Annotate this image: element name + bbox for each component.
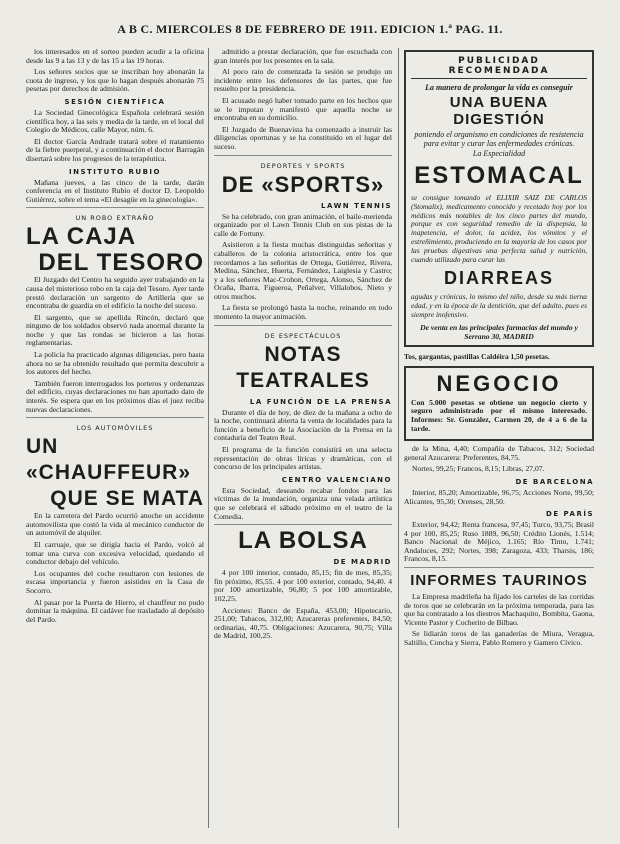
column-rule <box>398 48 399 828</box>
paragraph: Asistieron a la fiesta muchas distinguidas señoritas y caballeros de la colonia aristocrática, entre los que recordamos a las señoritas de Ortega, Gutiérrez, Rivera, Medina, Sánchez, Huerta, Fernández, Laiglesia y Castro; y a los señores Mac-Crohon, Ortega, Alonso, Sánchez de Ocaña, Ibarra, Figueroa, Peñalver, Villalobos, Nieto y otros muchos. <box>214 240 392 301</box>
column-3 <box>404 48 594 834</box>
divider <box>214 155 392 156</box>
section-kicker: UN ROBO EXTRAÑO <box>75 214 155 223</box>
column-rule <box>208 48 209 828</box>
section-kicker: DE ESPECTÁCULOS <box>264 331 342 340</box>
paragraph: admitido a prestar declaración, que fue escuchada con gran interés por los presentes en la sala. <box>214 48 392 65</box>
ad-body: Con 5.000 pesetas se obtiene un negocio cierto y seguro administrado por el mismo interesado. Informes: Sr. González, Carmen 20, de 4 a 6 de la tarde. <box>411 397 587 433</box>
divider <box>214 524 392 525</box>
paragraph: La policía ha practicado algunas diligencias, pero hasta ahora no se ha obtenido resultado que permita descubrir a los autores del hecho. <box>26 350 204 377</box>
ad-body: agudas y crónicas, lo mismo del niño, desde su más tierna edad, y en la época de la dentición, que del adulto, pues es siempre inofensivo. <box>411 292 587 319</box>
paragraph: El sargento, que se apellida Rincón, declaró que ninguno de los soldados observó nada anormal durante la noche y que las rondas se hicieron a las horas reglamentarias. <box>26 312 204 348</box>
paragraph: La Empresa madrileña ha fijado los carteles de las corridas de toros que se celebrarán en la próxima temporada, para las que ha contratado a los diestros Machaquito, Bombita, Gaona, Vicente Pastor y Cocherito de Bilbao. <box>404 592 594 627</box>
headline: DE «SPORTS» <box>221 171 385 197</box>
headline: INFORMES TAURINOS <box>410 572 588 590</box>
paragraph: Esta Sociedad, deseando recabar fondos para las víctimas de la inundación, organiza una velada artística que se celebrará el sábado próximo en el teatro de la Comedia. <box>214 485 392 521</box>
headline: UN «CHAUFFEUR» <box>26 435 192 485</box>
paragraph: Los ocupantes del coche resultaron con lesiones de escasa importancia y fueron asistidos en la Casa de Socorro. <box>26 568 204 595</box>
paragraph: El Juzgado del Centro ha seguido ayer trabajando en la causa del misterioso robo en la caja del Tesoro. Ayer tarde prestó declaración un sargento de Artillería que se encontraba de guardia en el edificio la noche del suceso. <box>26 275 204 311</box>
paragraph: Se ha celebrado, con gran animación, el baile-merienda organizado por el Lawn Tennis Club en sus pistas de la calle de Fortuny. <box>214 211 392 238</box>
negocio-advertisement <box>404 366 594 441</box>
ad-heading: NEGOCIO <box>436 370 562 396</box>
tos-advertisement: Tos, gargantas, pastillas Caldéira 1,50 pesetas. <box>404 351 550 361</box>
masthead: A B C. MIERCOLES 8 DE FEBRERO DE 1911. EDICION 1.ª PAG. 11. <box>117 22 503 36</box>
divider <box>26 417 204 418</box>
paragraph: Exterior, 94,42; Renta francesa, 97,45; Turco, 93,75; Brasil 4 por 100, 85,25; Ruso 1889, 96,50; Crédito Lionés, 1.514; Banco Nacional de Méjico, 1.165; Río Tinto, 1.741; Andaluces, 292; Nortes, 398; Zaragoza, 433; Tharsis, 186; Francos, 8,15. <box>404 520 594 564</box>
paragraph: También fueron interrogados los porteros y ordenanzas del edificio, cuyas declaraciones no han aportado dato de interés. Se espera que en los próximos días el juez reciba nuevas declaraciones. <box>26 378 204 414</box>
paragraph: La fiesta se prolongó hasta la noche, reinando en todo momento la mayor animación. <box>214 303 392 322</box>
ad-product-name: ESTOMACAL <box>414 162 584 189</box>
paragraph: La Sociedad Ginecológica Española celebrará sesión científica hoy, a las seis y media de la tarde, en el local del Colegio de Médicos, calle Mayor, núm. 6. <box>26 107 204 135</box>
ad-body: se consigue tomando el ELIXIR SAIZ DE CARLOS (Stomalix), medicamento conocido y recetado hoy por los médicos más notables de los cinco partes del mundo, porque es con seguridad remedio de la dispepsia, la inapetencia, el dolor, la acidez, los vómitos y el estreñimiento, produciendo en la mayoría de los casos por las pruebas digestivas una perfecta salud y nutrición, cuando utilizado para curar las <box>411 193 587 264</box>
headline: NOTAS TEATRALES <box>236 342 370 392</box>
headline: DEL TESORO <box>38 249 204 277</box>
paragraph: El Juzgado de Buenavista ha comenzado a instruir las diligencias oportunas y se ha constituido en el lugar del suceso. <box>214 124 392 151</box>
section-heading: CENTRO VALENCIANO <box>281 475 392 484</box>
paragraph: Se lidiarán toros de las ganaderías de Miura, Veragua, Saltillo, Concha y Sierra, Pablo Romero y Gamero Cívico. <box>404 629 594 648</box>
ad-title: PUBLICIDAD RECOMENDADA <box>411 56 587 79</box>
paragraph: Durante el día de hoy, de diez de la mañana a ocho de la noche, continuará abierta la venta de localidades para la función a beneficio de la Asociación de la Prensa en la contaduría del Teatro Real. <box>214 407 392 443</box>
divider <box>404 567 594 568</box>
paragraph: Los señores socios que se inscriban hoy abonarán la cuota de ingreso, y los que lo hagan después abonarán 75 pesetas por derechos de admisión. <box>26 67 204 94</box>
paragraph: El doctor García Andrade tratará sobre el tratamiento de la fiebre puerperal, y a continuación el doctor Barragán disertará sobre los progresos de la terapéutica. <box>26 136 204 163</box>
paragraph: El acusado negó haber tomado parte en los hechos que se le imputan y manifestó que aquella noche se encontraba en su domicilio. <box>214 95 392 123</box>
paragraph: los interesados en el sorteo pueden acudir a la oficina desde las 9 a las 13 y de las 15 a las 19 horas. <box>26 48 204 65</box>
section-kicker: DEPORTES Y SPORTS <box>260 161 346 170</box>
estomacal-advertisement <box>404 50 594 347</box>
paragraph: Al pasar por la Puerta de Hierro, el chauffeur no pudo dominar la máquina. El cadáver fue trasladado al depósito del Pardo. <box>26 597 204 624</box>
headline: QUE SE MATA <box>50 487 204 511</box>
paragraph: de la Mina, 4,40; Compañía de Tabacos, 312; Sociedad general Azucarera: Preferentes, 84,75. <box>404 444 594 462</box>
paragraph: En la carretera del Pardo ocurrió anoche un accidente automovilista que costó la vida al mecánico conductor de un automóvil de alquiler. <box>26 511 204 538</box>
paragraph: Interior, 85,20; Amortizable, 96,75; Acciones Norte, 99,50; Alicantes, 95,30; Orenses, 28,50. <box>404 487 594 506</box>
ad-line: La manera de prolongar la vida es conseguir <box>425 83 573 92</box>
ad-heading: DIARREAS <box>443 268 554 289</box>
section-heading: LA FUNCIÓN DE LA PRENSA <box>249 397 392 406</box>
headline: LA BOLSA <box>238 527 368 555</box>
paragraph: El programa de la función consistirá en una selecta representación de obras líricas y dramáticas, con el concurso de los principales artistas. <box>214 445 392 472</box>
ad-heading: UNA BUENA DIGESTIÓN <box>449 94 549 128</box>
column-1 <box>26 48 204 834</box>
paragraph: El carruaje, que se dirigía hacia el Pardo, volcó al tomar una curva con excesiva velocidad, quedando el conductor debajo del vehículo. <box>26 540 204 567</box>
paragraph: Al poco rato de comenzada la sesión se produjo un incidente entre los defensores de las partes, que fue resuelto por la presidencia. <box>214 67 392 94</box>
paragraph: Acciones: Banco de España, 453,00; Hipotecario, 251,00; Tabacos, 312,00; Azucareras preferentes, 84,50; ordinarias, 40,75. Obligaciones: Azucarera, 90,75; Villa de Madrid, 100,25. <box>214 605 392 641</box>
divider <box>214 325 392 326</box>
paragraph: Nortes, 99,25; Francos, 8,15; Libras, 27,07. <box>412 464 545 474</box>
headline: LA CAJA <box>26 223 137 251</box>
section-heading: DE BARCELONA <box>515 477 594 486</box>
section-heading: INSTITUTO RUBIO <box>69 167 161 176</box>
section-heading: DE MADRID <box>333 558 392 567</box>
divider <box>26 207 204 208</box>
paragraph: Mañana jueves, a las cinco de la tarde, darán conferencia en el Instituto Rubio el doctor D. Leopoldo Gutiérrez, sobre el tema «El desagüe en la ginecología». <box>26 177 204 204</box>
section-kicker: LOS AUTOMÓVILES <box>76 424 154 433</box>
ad-line: poniendo el organismo en condiciones de resistencia para evitar y curar las enfermedades crónicas. <box>414 130 584 148</box>
column-2 <box>214 48 392 834</box>
paragraph: 4 por 100 interior, contado, 85,15; fin de mes, 85,35; fin próximo, 85,55. 4 por 100 exterior, contado, 94,40. 4 por 100 amortizable, 96,80; 5 por 100 amortizable, 102,25. <box>214 568 392 603</box>
ad-address: De venta en las principales farmacias del mundo y Serrano 30, MADRID <box>420 322 578 341</box>
section-heading: LAWN TENNIS <box>321 201 392 210</box>
ad-line: La Especialidad <box>472 149 526 158</box>
section-heading: DE PARÍS <box>546 510 594 519</box>
section-heading: SESIÓN CIENTÍFICA <box>64 97 166 106</box>
